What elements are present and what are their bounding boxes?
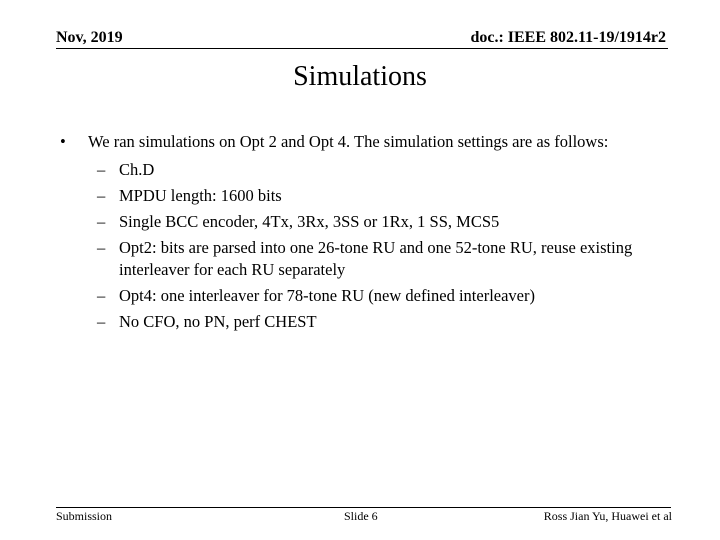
slide-body — [60, 131, 670, 335]
dash-mark: – — [97, 312, 106, 331]
footer-divider — [56, 507, 671, 508]
footer-submission: Submission — [56, 509, 113, 523]
sub-bullet-item — [97, 183, 670, 209]
sub-bullet-text: Opt4: one interleaver for 78-tone RU (new defined interleaver) — [119, 286, 535, 305]
footer-author: Ross Jian Yu, Huawei et al — [543, 509, 672, 523]
sub-bullet-item — [97, 283, 670, 309]
sub-bullet-item — [97, 209, 670, 235]
sub-bullet-text: Single BCC encoder, 4Tx, 3Rx, 3SS or 1Rx, 1 SS, MCS5 — [119, 212, 500, 231]
sub-bullet-text: Opt2: bits are parsed into one 26-tone RU and one 52-tone RU, reuse existing interleaver for each RU separately — [119, 238, 633, 279]
header-doc-id: doc.: IEEE 802.11-19/1914r2 — [470, 29, 666, 46]
sub-bullet-item — [97, 157, 670, 183]
dash-mark: – — [97, 286, 106, 305]
dash-mark: – — [97, 238, 106, 257]
sub-bullet-text: MPDU length: 1600 bits — [119, 186, 282, 205]
dash-mark: – — [97, 160, 106, 179]
slide-title: Simulations — [293, 61, 427, 92]
dash-mark: – — [97, 186, 106, 205]
sub-bullet-item — [97, 309, 670, 335]
sub-bullet-item — [97, 235, 670, 283]
dash-mark: – — [97, 212, 106, 231]
main-bullet-text: We ran simulations on Opt 2 and Opt 4. The simulation settings are as follows: — [88, 132, 609, 151]
sub-bullet-text: Ch.D — [119, 160, 155, 179]
footer-slide-number: Slide 6 — [344, 509, 378, 523]
sub-bullet-text: No CFO, no PN, perf CHEST — [119, 312, 317, 331]
header-date: Nov, 2019 — [56, 29, 123, 46]
bullet-mark: • — [60, 132, 66, 151]
header-divider — [56, 48, 668, 49]
sub-bullet-list — [60, 157, 670, 335]
main-bullet — [60, 131, 670, 153]
